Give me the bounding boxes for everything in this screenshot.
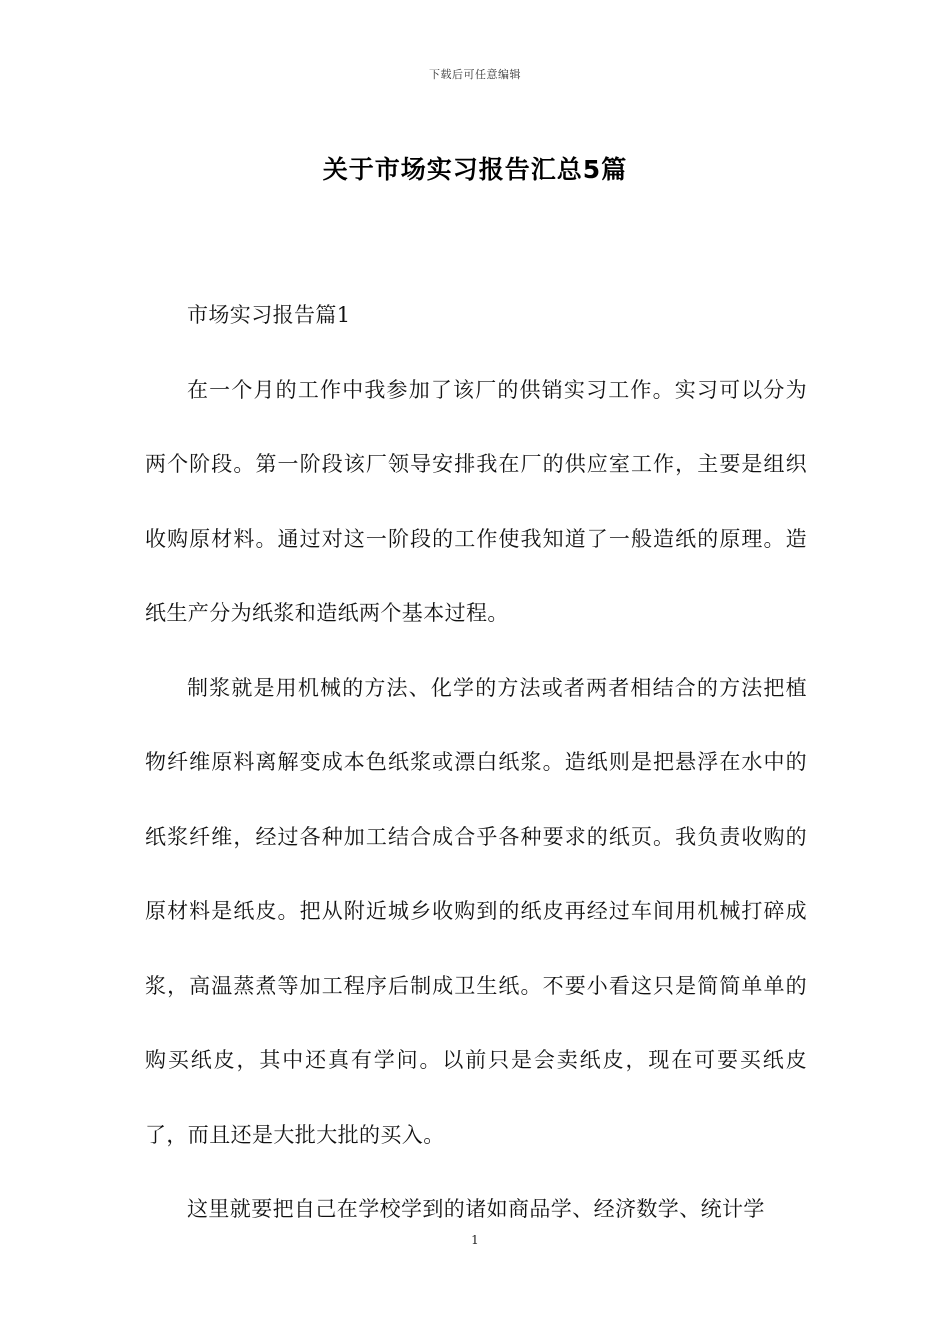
document-title: 关于市场实习报告汇总5篇 <box>322 155 628 184</box>
header-note: 下载后可任意编辑 <box>429 68 521 81</box>
paragraph: 这里就要把自己在学校学到的诸如商品学、经济数学、统计学 <box>187 1197 765 1221</box>
document-body <box>145 278 807 1247</box>
page-number: 1 <box>471 1233 479 1247</box>
paragraph: 制浆就是用机械的方法、化学的方法或者两者相结合的方法把植物纤维原料离解变成本色纸浆或漂白纸浆。造纸则是把悬浮在水中的纸浆纤维，经过各种加工结合成合乎各种要求的纸页。我负责收购的原材料是纸皮。把从附近城乡收购到的纸皮再经过车间用机械打碎成浆，高温蒸煮等加工程序后制成卫生纸。不要小看这只是简简单单的购买纸皮，其中还真有学问。以前只是会卖纸皮，现在可要买纸皮了，而且还是大批大批的买入。 <box>145 675 807 1147</box>
section-heading: 市场实习报告篇1 <box>187 303 351 327</box>
paragraph: 在一个月的工作中我参加了该厂的供销实习工作。实习可以分为两个阶段。第一阶段该厂领导安排我在厂的供应室工作，主要是组织收购原材料。通过对这一阶段的工作使我知道了一般造纸的原理。造纸生产分为纸浆和造纸两个基本过程。 <box>145 377 807 625</box>
